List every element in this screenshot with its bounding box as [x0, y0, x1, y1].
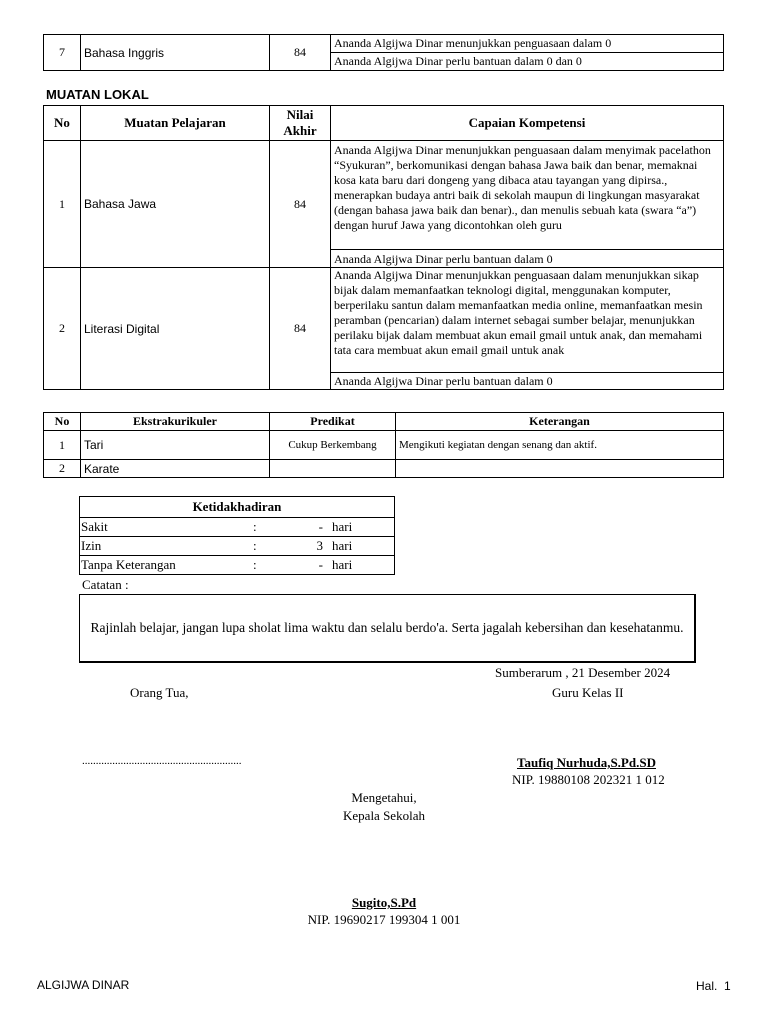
absence-row — [80, 537, 394, 556]
place-date: Sumberarum , 21 Desember 2024 — [495, 665, 671, 680]
absence-box — [79, 496, 395, 575]
keterangan — [396, 460, 724, 478]
table-row — [44, 431, 724, 460]
score: 84 — [270, 141, 331, 268]
capaian-text: Ananda Algijwa Dinar perlu bantuan dalam 0 dan 0 — [331, 53, 724, 71]
table-row — [44, 460, 724, 478]
header-keterangan: Keterangan — [396, 413, 724, 431]
muatan-lokal-table — [43, 105, 724, 390]
table-header-row — [44, 106, 724, 141]
subject-name: Bahasa Inggris — [81, 35, 270, 71]
capaian-text: Ananda Algijwa Dinar menunjukkan penguasaan dalam 0 — [331, 35, 724, 53]
teacher-label: Guru Kelas II — [552, 685, 624, 700]
bantuan-text: Ananda Algijwa Dinar perlu bantuan dalam 0 — [331, 373, 724, 390]
table-row — [44, 268, 724, 373]
parent-label: Orang Tua, — [130, 685, 189, 700]
absence-unit: hari — [332, 538, 353, 553]
subject-table-continued — [43, 34, 724, 71]
principal-label: Kepala Sekolah — [343, 808, 425, 823]
teacher-nip: NIP. 19880108 202321 1 012 — [512, 772, 665, 787]
row-number: 1 — [44, 431, 81, 460]
absence-value: - — [318, 557, 323, 572]
row-number: 7 — [44, 35, 81, 71]
header-ekskul: Ekstrakurikuler — [81, 413, 270, 431]
header-score: Nilai Akhir — [270, 106, 331, 141]
absence-label: Izin — [81, 538, 102, 553]
keterangan: Mengikuti kegiatan dengan senang dan aktif. — [396, 431, 724, 460]
absence-label: Tanpa Keterangan — [81, 557, 176, 572]
header-capaian: Capaian Kompetensi — [331, 106, 724, 141]
parent-signature-line: .......................................................... — [82, 755, 242, 767]
footer-page-number: Hal. 1 — [696, 979, 731, 993]
header-subject: Muatan Pelajaran — [81, 106, 270, 141]
ekskul-name: Tari — [81, 431, 270, 460]
row-number: 1 — [44, 141, 81, 268]
ekskul-table — [43, 412, 724, 478]
score: 84 — [270, 268, 331, 390]
capaian-text: Ananda Algijwa Dinar menunjukkan penguasaan dalam menunjukkan sikap bijak dalam memanfaatkan teknologi digital, menggunakan komputer, berperilaku santun dalam memanfaatkan media online, memanfaatkan mesin peramban (pencarian) dalam internet sebagai sumber belajar, menunjukkan perilaku bijak dalam membuat akun email gmail untuk anak, dan memahami tata cara membuat akun email gmail untuk anak — [331, 268, 724, 373]
predikat: Cukup Berkembang — [270, 431, 396, 460]
capaian-text: Ananda Algijwa Dinar menunjukkan penguasaan dalam menyimak pacelathon “Syukuran”, berkomunikasi dengan bahasa Jawa baik dan benar, memaknai kosa kata baru dari dongeng yang dibaca atau tayangan yang dipirsa., menerapkan budaya antri baik di sekolah maupun di lingkungan masyarakat (dengan bahasa jawa baik dan benar)., dan menulis sebuah kata (swara “a”) dengan huruf Jawa yang dicontohkan oleh guru — [331, 141, 724, 250]
catatan-text: Rajinlah belajar, jangan lupa sholat lima waktu dan selalu berdo'a. Serta jagalah kebersihan dan kesehatanmu. — [90, 620, 684, 635]
absence-value: 3 — [316, 538, 323, 553]
table-row — [44, 141, 724, 250]
absence-sep: : — [253, 557, 257, 572]
catatan-box — [79, 594, 696, 663]
header-no: No — [44, 413, 81, 431]
header-no: No — [44, 106, 81, 141]
table-header-row — [44, 413, 724, 431]
acknowledge-label: Mengetahui, — [351, 790, 417, 805]
absence-row — [80, 556, 394, 574]
row-number: 2 — [44, 460, 81, 478]
absence-title: Ketidakhadiran — [80, 497, 394, 518]
score: 84 — [270, 35, 331, 71]
header-predikat: Predikat — [270, 413, 396, 431]
subject-name: Bahasa Jawa — [81, 141, 270, 268]
predikat — [270, 460, 396, 478]
subject-name: Literasi Digital — [81, 268, 270, 390]
absence-unit: hari — [332, 557, 353, 572]
bantuan-text: Ananda Algijwa Dinar perlu bantuan dalam 0 — [331, 250, 724, 268]
catatan-label: Catatan : — [82, 577, 129, 592]
principal-name: Sugito,S.Pd — [351, 895, 417, 910]
absence-row — [80, 518, 394, 537]
section-title: MUATAN LOKAL — [46, 87, 149, 102]
ekskul-name: Karate — [81, 460, 270, 478]
principal-nip: NIP. 19690217 199304 1 001 — [307, 912, 461, 927]
absence-sep: : — [253, 538, 257, 553]
table-row — [44, 35, 724, 53]
absence-sep: : — [253, 519, 257, 534]
row-number: 2 — [44, 268, 81, 390]
absence-unit: hari — [332, 519, 353, 534]
absence-label: Sakit — [81, 519, 108, 534]
teacher-name: Taufiq Nurhuda,S.Pd.SD — [517, 755, 656, 770]
absence-value: - — [318, 519, 323, 534]
footer-student-name: ALGIJWA DINAR — [37, 978, 130, 992]
